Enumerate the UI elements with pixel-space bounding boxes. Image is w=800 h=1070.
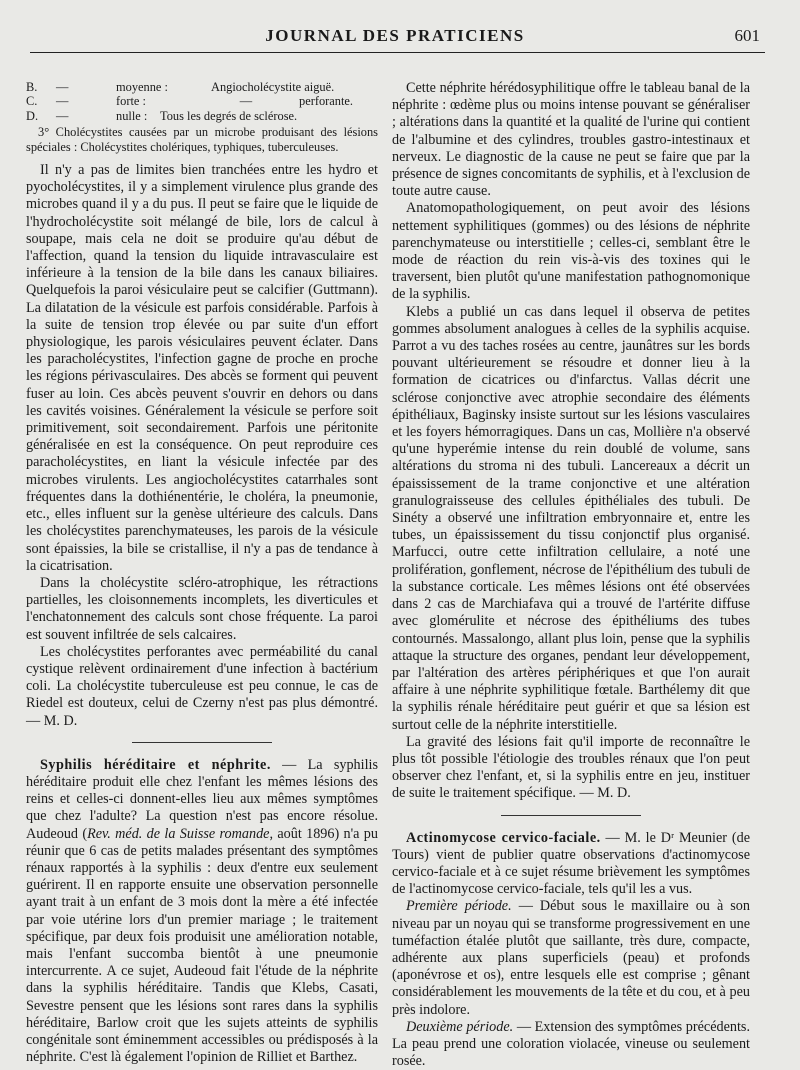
period-label: Deuxième période. xyxy=(406,1018,514,1035)
article-text: — La syphilis héréditaire produit elle chez l'enfant les mêmes lésions des reins et celles-ci donnent-elles lieu aux mêmes symptômes que chez l'adulte? La question n'est pas encore résolue. Audeoud ( xyxy=(26,756,378,842)
class-line xyxy=(26,94,378,108)
article-actinomycose xyxy=(392,830,750,899)
paragraph: Klebs a publié un cas dans lequel il observa de petites gommes absolument analogues à celles de la syphilis acquise. Parrot a vu des taches rosées au centre, jaunâtres sur les bords pouvant ultérieurement se résoudre et donner lieu à la formation de cicatrices ou d'infarctus. Vallas décrit une sclérose conjonctive avec atrophie secondaire des éléments épithéliaux, Baginsky insiste surtout sur les lésions vasculaires et les foyers hémorragiques. Dans un cas, Mollière n'a observé qu'une hyperémie intense du rein doublé de volume, sans altérations du stroma ni des tubuli. Lancereaux a décrit un épaississement de la trame conjonctive et une altération granulograisseuse des cellules épithéliales des tubuli. De Sinéty a observé une infiltration embryonnaire et, entre les tubes, un épaississement du tissu conjonctif plus organisé. Marfucci, outre cette infiltration cellulaire, a noté une prolifération, gonflement, nécrose de l'épithélium des tubuli de la substance corticale. Les mêmes lésions ont été observées dans 2 cas de Marchiafava qui a trouvé de l'artérite diffuse avec glomérulite et nécrose des épithéliums des tubes contournés. Massalongo, allant plus loin, pense que la syphilis attaque la structure des organes, pendant leur développement, par l'altération des artères périphériques et que l'on aurait affaire à une néphrite syphilitique fœtale. Barthélemy dit que la syphilis rénale héréditaire peut guérir et que sa lésion est surtout celle de la néphrite interstitielle. xyxy=(392,303,750,733)
class-line xyxy=(26,80,378,94)
journal-reference: Rev. méd. de la Suisse romande xyxy=(87,825,270,842)
period-paragraph xyxy=(392,898,750,1018)
paragraph: La gravité des lésions fait qu'il importe de reconnaître le plus tôt possible l'étiologie des troubles rénaux que l'on peut observer chez l'enfant, et, si la syphilis entre en jeu, instituer de suite le traitement spécifique. — M. D. xyxy=(392,733,750,802)
class-letter: D. xyxy=(26,108,39,123)
class-degree: moyenne : xyxy=(116,80,168,94)
section-separator xyxy=(501,815,641,816)
article-text: — M. le Dʳ Meunier (de Tours) vient de publier quatre observations d'actinomycose cervico-faciale et à ce sujet résume brièvement les symptômes de l'actinomycose cervico-faciale, tels qu'il les a vus. xyxy=(392,829,750,898)
article-syphilis xyxy=(26,757,378,1067)
class-dash: — xyxy=(56,108,69,123)
class-desc: perforante. xyxy=(299,94,354,109)
running-header xyxy=(30,26,760,48)
paragraph: Il n'y a pas de limites bien tranchées entre les hydro et pyocholécystites, il y a simplement virulence plus grande des microbes quand il y a du pus. Il peut se faire que le liquide de l'hydrocholécystite soit mélangé de bile, lors de calcul à soupape, mais cela ne doit se produire qu'au début de l'affection, quand la tension du liquide intravasculaire est inférieure à la tension de la bile dans les canaux biliaires. Quelquefois la paroi vésiculaire peut se calcifier (Guttmann). La dilatation de la vésicule est parfois considérable. Parfois à la suite de tension trop élevée ou par suite d'un effort physiologique, les parois vésiculaires peuvent éclater. Dans les paracholécystites, l'infection gagne de proche en proche les régions périvasculaires. Des abcès se forment qui peuvent fuser au loin. Ces abcès peuvent s'ouvrir en dehors ou dans les cavités voisines. Généralement la vésicule se perfore soit primitivement, soit secondairement. Parfois une péritonite généralisée en est la conséquence. On peut reproduire ces paracholécystites, en liant la vésicule infectée par des microbes virulents. Les angiocholécystites catarrhales sont fréquentes dans la dothiénentérie, le choléra, la pneumonie, etc., elles influent sur la genèse ultérieure des calculs. Dans les cholécystites parenchymateuses, les parois de la vésicule sont épaissies, la bile se cristallise, il n'y a pas de tendance à la cicatrisation. xyxy=(26,162,378,574)
running-title: JOURNAL DES PRATICIENS xyxy=(265,26,525,45)
paragraph: Anatomopathologiquement, on peut avoir des lésions nettement syphilitiques (gommes) ou des lésions de néphrite parenchymateuse ou interstitielle ; celles-ci, semblant être le mode de réaction du rein vis-à-vis des toxines qui le traversent, bien plutôt qu'une manifestation pathognomonique de la syphilis. xyxy=(392,200,750,303)
spacer xyxy=(26,154,378,162)
class-line xyxy=(26,109,378,123)
class-dash: — xyxy=(56,94,69,109)
article-title: Syphilis héréditaire et néphrite. xyxy=(40,756,271,773)
section-separator xyxy=(132,742,272,743)
article-title: Actinomycose cervico-faciale. xyxy=(406,829,601,846)
class-3-text: 3° Cholécystites causées par un microbe produisant des lésions spéciales : Cholécystites cholériques, typhiques, tuberculeuses. xyxy=(26,125,378,154)
class-degree: forte : xyxy=(116,94,146,109)
right-column xyxy=(392,80,750,1070)
page-number: 601 xyxy=(734,26,760,45)
left-column xyxy=(26,80,378,1066)
header-rule xyxy=(30,52,765,53)
period-paragraph xyxy=(392,1019,750,1070)
class-desc: Tous les degrés de sclérose. xyxy=(160,108,298,123)
class-dash: — xyxy=(56,80,69,94)
classification-block xyxy=(26,80,378,154)
class-letter: B. xyxy=(26,80,38,94)
period-label: Première période. xyxy=(406,898,512,915)
class-ditto: — xyxy=(239,94,253,109)
period-text: — Début sous le maxillaire ou à son niveau par un noyau qui se transforme progressivement en une tuméfaction étalée plutôt que saillante, très dure, compacte, adhérente aux plans superficiels (peau) et profonds (aponévrose et os), entre lesquels elle est comprise ; gênant considérablement les mouvements de la tête et du cou, et à peu près indolore. xyxy=(392,898,750,1018)
period-text: — Extension des symptômes précédents. La peau prend une coloration violacée, vineuse ou seulement rosée. xyxy=(392,1018,750,1070)
paragraph: Les cholécystites perforantes avec perméabilité du canal cystique relèvent ordinairement d'une infection à bactérium coli. La cholécystite tuberculeuse est peu connue, le cas de Riedel est douteux, celui de Czerny n'est pas plus démontré. — M. D. xyxy=(26,643,378,729)
paragraph: Dans la cholécystite scléro-atrophique, les rétractions partielles, les cloisonnements incomplets, les diverticules et l'enchatonnement des calculs sont chose fréquente. La paroi est souvent infiltrée de sels calcaires. xyxy=(26,574,378,643)
paragraph: Cette néphrite hérédosyphilitique offre le tableau banal de la néphrite : œdème plus ou moins intense pouvant se généraliser ; altérations dans la quantité et la qualité de l'urine qui contient de l'albumine et des cylindres, troubles gastro-intestinaux et nerveux. Le diagnostic de la cause ne peut se faire que par la présence de signes concomitants de syphilis, et à l'exclusion de toute autre cause. xyxy=(392,80,750,200)
class-degree: nulle : xyxy=(116,108,148,123)
class-desc: Angiocholécystite aiguë. xyxy=(211,80,335,94)
class-letter: C. xyxy=(26,94,38,109)
article-text: , août 1896) n'a pu réunir que 6 cas de petits malades présentant des symptômes rénaux rapportés à la syphilis : deux d'entre eux seulement guérirent. Il en rapporte ensuite une observation personnelle ayant trait à un enfant de 3 mois dont la mère a été infectée par voie utérine lors d'un premier mariage ; le traitement spécifique, par deux fois produisit une amélioration notable, mais l'enfant succomba bientôt à une pneumonie intercurrente. A ce sujet, Audeoud fait l'étude de la néphrite dans la syphilis héréditaire. Tandis que Klebs, Casati, Sevestre pensent que les lésions sont rares dans la syphilis héréditaire, Barlow croit que les sujets atteints de syphilis congénitale sont éminemment accessibles ou prédisposés à la néphrite. C'est là également l'opinion de Rilliet et Barthez. xyxy=(26,825,378,1066)
